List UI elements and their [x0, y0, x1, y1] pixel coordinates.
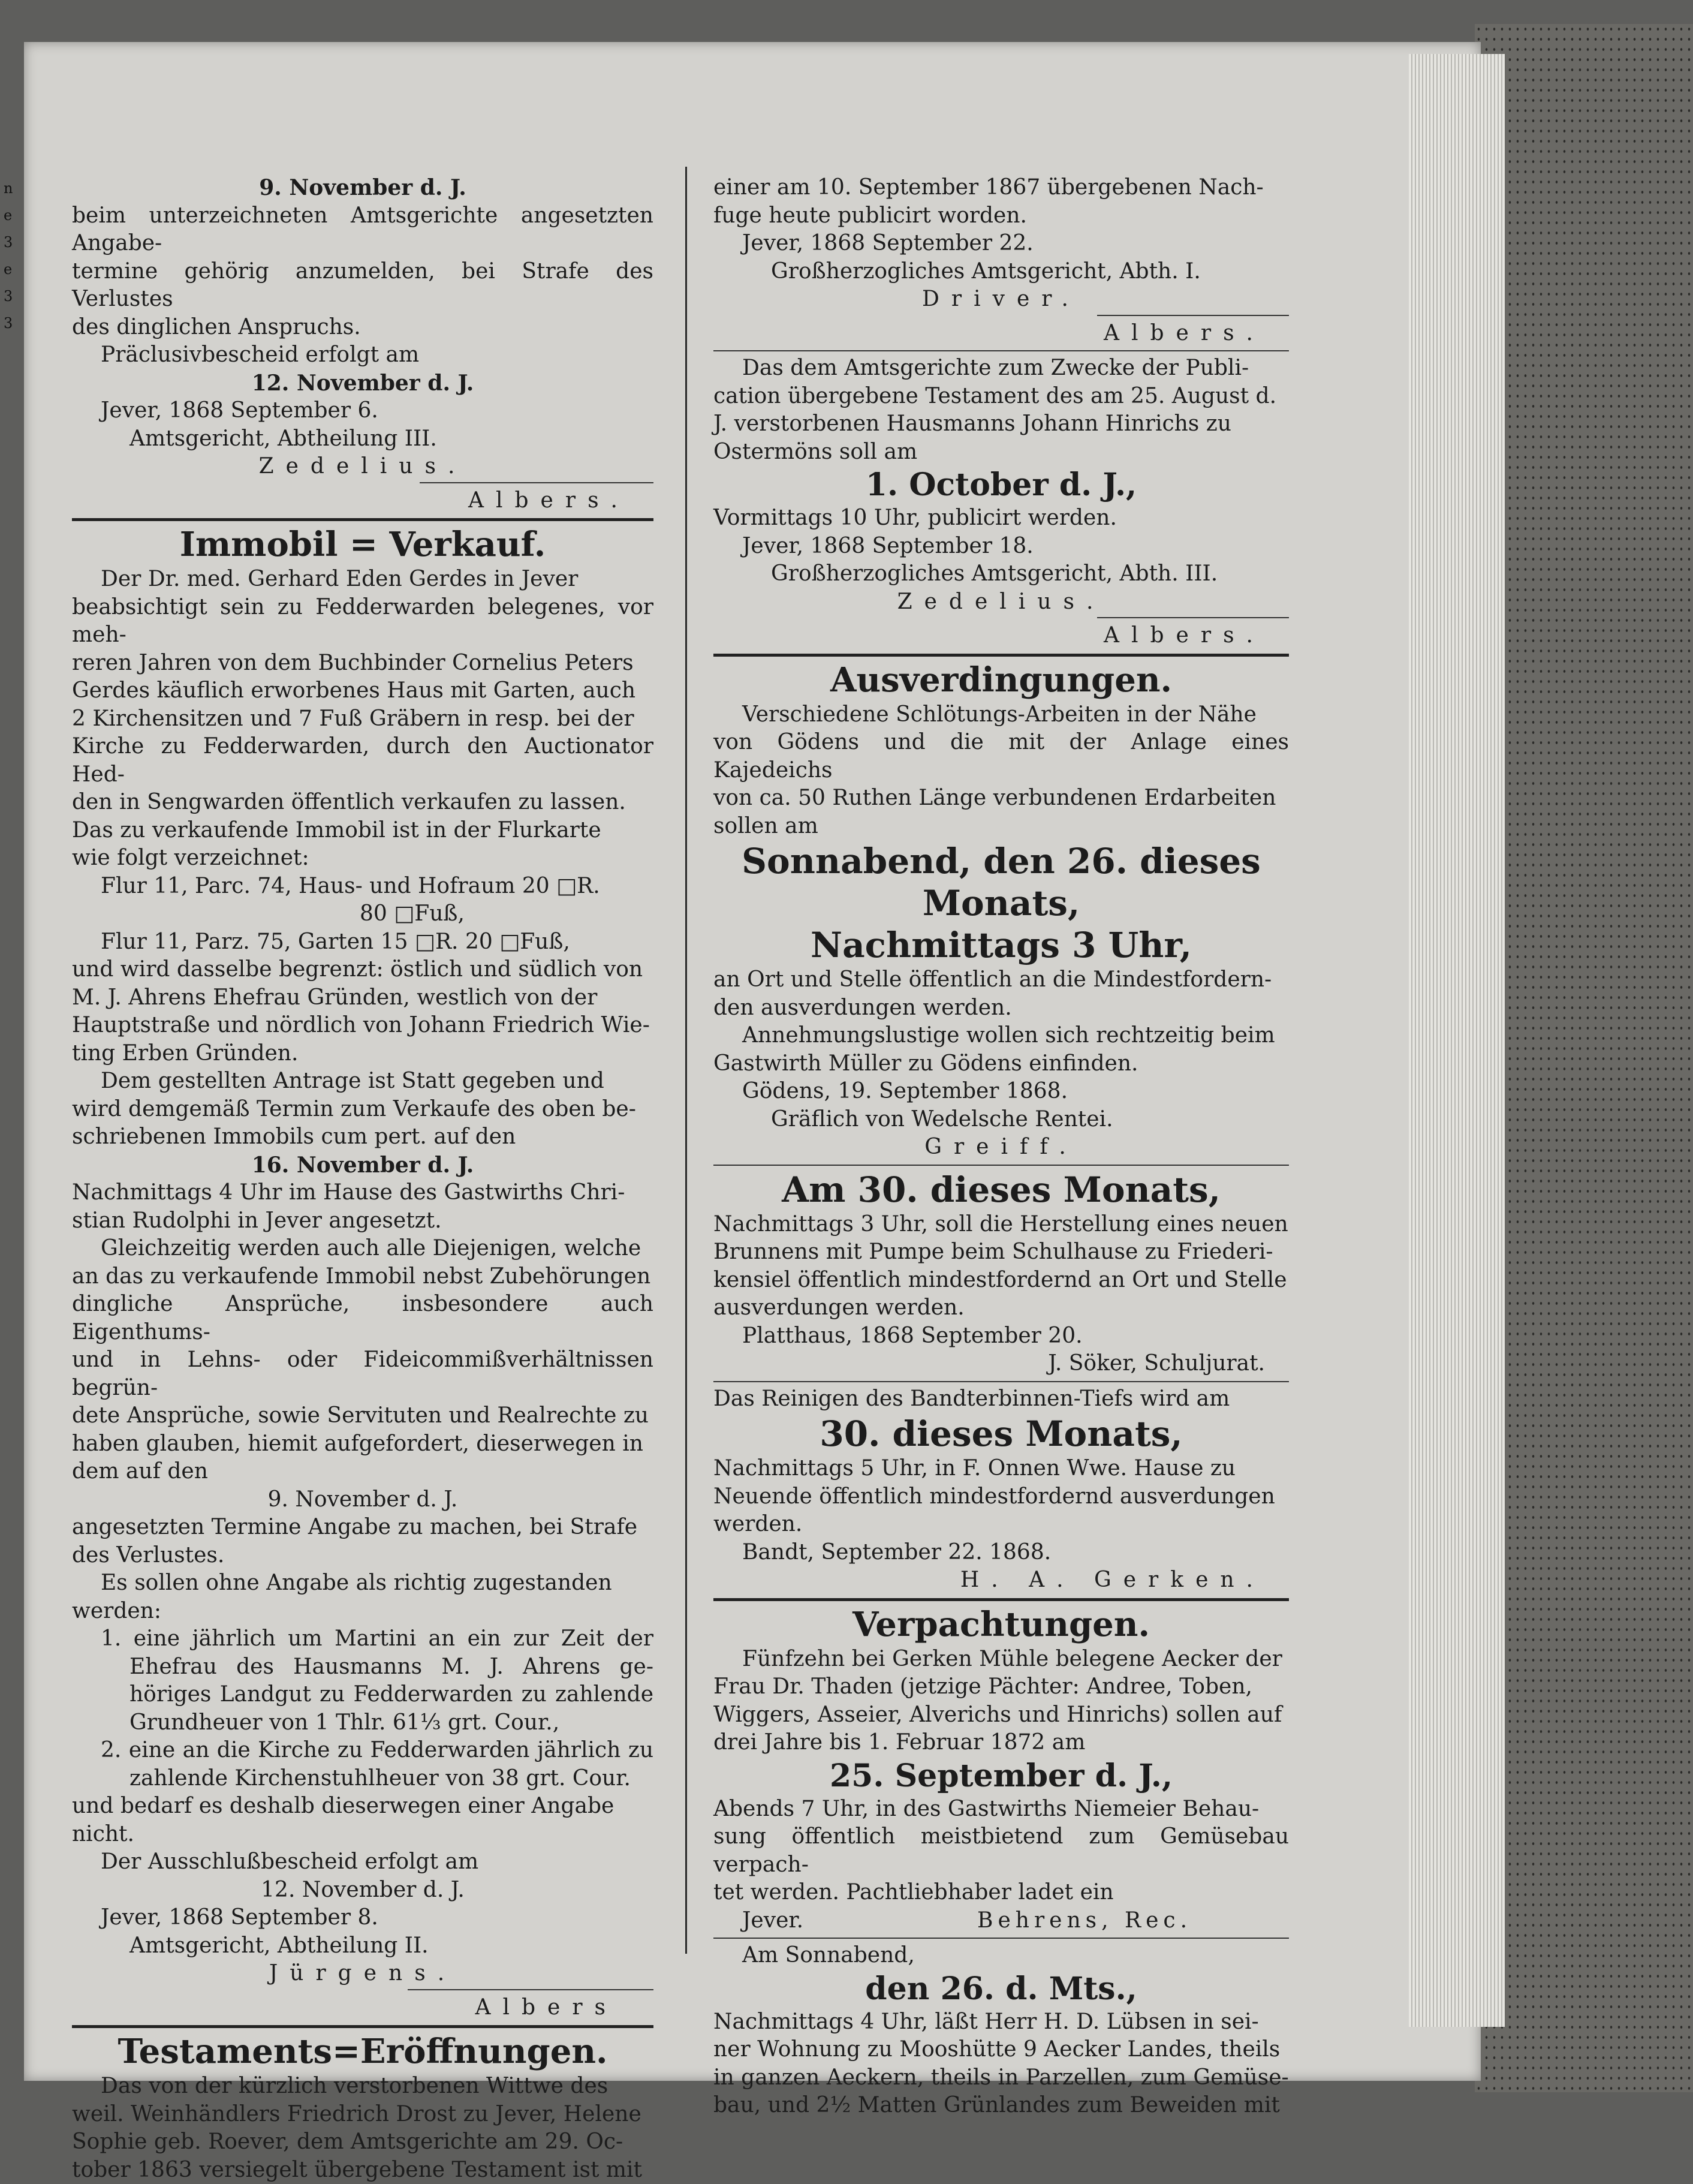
clerk-signature: Albers.	[72, 487, 653, 515]
text-line: Kirche zu Fedderwarden, durch den Auctionator Hed-	[72, 733, 653, 789]
signature-rule	[408, 1989, 653, 1990]
text-line: Das Reinigen des Bandterbinnen-Tiefs wird am	[713, 1385, 1289, 1413]
margin-fragment: e	[4, 261, 12, 278]
text-line: Vormittags 10 Uhr, publicirt werden.	[713, 504, 1289, 533]
text-line: haben glauben, hiemit aufgefordert, dieserwegen in	[72, 1430, 653, 1458]
text-line: Flur 11, Parc. 74, Haus- und Hofraum 20 □R.	[72, 873, 653, 901]
place-date: Jever, 1868 September 8.	[72, 1904, 653, 1932]
text-line: ausverdungen werden.	[713, 1294, 1289, 1322]
place-date: Bandt, September 22. 1868.	[713, 1539, 1289, 1567]
place-date: Jever, 1868 September 6.	[72, 397, 653, 425]
text-line: werden.	[713, 1511, 1289, 1539]
text-line: 80 □Fuß,	[72, 900, 653, 928]
text-line: Wiggers, Asseier, Alverichs und Hinrichs) sollen auf	[713, 1701, 1289, 1729]
text-line: dete Ansprüche, sowie Servituten und Realrechte zu	[72, 1402, 653, 1430]
text-line: in ganzen Aeckern, theils in Parzellen, zum Gemüse-	[713, 2064, 1289, 2092]
date-line: 25. September d. J.,	[713, 1757, 1289, 1795]
section-rule	[713, 654, 1289, 657]
text-line: von ca. 50 Ruthen Länge verbundenen Erdarbeiten	[713, 784, 1289, 813]
text-line: beabsichtigt sein zu Fedderwarden belegenes, vor meh-	[72, 594, 653, 649]
margin-fragment: 3	[4, 234, 13, 251]
binding-board	[1475, 24, 1693, 2092]
text-line: Das zu verkaufende Immobil ist in der Flurkarte	[72, 817, 653, 845]
text-line: ting Erben Gründen.	[72, 1040, 653, 1068]
text-line: Am Sonnabend,	[713, 1942, 1289, 1970]
place-date: Jever, 1868 September 22.	[713, 230, 1289, 258]
text-line: einer am 10. September 1867 übergebenen Nach-	[713, 174, 1289, 202]
date-line: 9. November d. J.	[72, 174, 653, 202]
margin-fragment: n	[4, 180, 13, 197]
signature-rule	[1097, 617, 1289, 618]
text-line: Das von der kürzlich verstorbenen Wittwe des	[72, 2072, 653, 2101]
text-line: Das dem Amtsgerichte zum Zwecke der Publi-	[713, 354, 1289, 383]
text-line: Es sollen ohne Angabe als richtig zugestanden	[72, 1569, 653, 1598]
text-line: Abends 7 Uhr, in des Gastwirths Niemeier Behau-	[713, 1795, 1289, 1824]
clerk-signature: Albers.	[713, 320, 1289, 348]
text-line: Dem gestellten Antrage ist Statt gegeben und	[72, 1067, 653, 1096]
text-line: sung öffentlich meistbietend zum Gemüsebau verpach-	[713, 1823, 1289, 1879]
text-line: drei Jahre bis 1. Februar 1872 am	[713, 1729, 1289, 1757]
right-column	[713, 174, 1289, 2120]
section-heading: Testaments=Eröffnungen.	[72, 2030, 653, 2072]
text-line: angesetzten Termine Angabe zu machen, bei Strafe	[72, 1514, 653, 1542]
signature: Greiff.	[713, 1133, 1289, 1162]
text-line: cation übergebene Testament des am 25. August d.	[713, 383, 1289, 411]
place-date: Gödens, 19. September 1868.	[713, 1078, 1289, 1106]
text-line: Gerdes käuflich erworbenes Haus mit Garten, auch	[72, 677, 653, 705]
text-line: beim unterzeichneten Amtsgerichte angesetzten Angabe-	[72, 202, 653, 258]
court-name: Amtsgericht, Abtheilung III.	[72, 425, 653, 453]
text-line: 2 Kirchensitzen und 7 Fuß Gräbern in resp. bei der	[72, 705, 653, 733]
text-line: des Verlustes.	[72, 1542, 653, 1570]
section-rule	[713, 1938, 1289, 1939]
text-line: und bedarf es deshalb dieserwegen einer Angabe nicht.	[72, 1792, 653, 1848]
text-line: wie folgt verzeichnet:	[72, 844, 653, 873]
text-line: Der Ausschlußbescheid erfolgt am	[72, 1848, 653, 1876]
column-divider	[685, 167, 687, 1954]
text-line: Brunnens mit Pumpe beim Schulhause zu Friederi-	[713, 1238, 1289, 1267]
text-line: Frau Dr. Thaden (jetzige Pächter: Andree, Toben,	[713, 1673, 1289, 1701]
text-line: den ausverdungen werden.	[713, 994, 1289, 1022]
text-line: dem auf den	[72, 1458, 653, 1486]
page-stack-edge	[1409, 54, 1505, 2027]
text-line: des dinglichen Anspruchs.	[72, 314, 653, 342]
text-line: J. verstorbenen Hausmanns Johann Hinrichs zu	[713, 410, 1289, 438]
text-line: wird demgemäß Termin zum Verkaufe des oben be-	[72, 1096, 653, 1124]
text-line: Präclusivbescheid erfolgt am	[72, 341, 653, 369]
text-line: M. J. Ahrens Ehefrau Gründen, westlich von der	[72, 984, 653, 1012]
place: Jever.	[713, 1908, 803, 1933]
margin-fragment: e	[4, 207, 12, 224]
court-name: Großherzogliches Amtsgericht, Abth. III.	[713, 560, 1289, 588]
judge-signature: Zedelius.	[72, 453, 653, 481]
text-line: Flur 11, Parz. 75, Garten 15 □R. 20 □Fuß,	[72, 928, 653, 956]
text-line: an Ort und Stelle öffentlich an die Mindestfordern-	[713, 966, 1289, 994]
text-line: dingliche Ansprüche, insbesondere auch Eigenthums-	[72, 1290, 653, 1346]
margin-fragment: 3	[4, 288, 13, 305]
section-heading: Ausverdingungen.	[713, 659, 1289, 701]
text-line: tober 1863 versiegelt übergebene Testament ist mit	[72, 2156, 653, 2184]
date-line: 1. October d. J.,	[713, 466, 1289, 504]
text-line: bau, und 2½ Matten Grünlandes zum Beweiden mit	[713, 2092, 1289, 2120]
signature-rule	[1097, 315, 1289, 316]
time-line: Nachmittags 3 Uhr,	[713, 924, 1289, 966]
text-line: von Gödens und die mit der Anlage eines Kajedeichs	[713, 729, 1289, 784]
signature: J. Söker, Schuljurat.	[713, 1350, 1289, 1378]
text-line: Verschiedene Schlötungs-Arbeiten in der Nähe	[713, 701, 1289, 729]
judge-signature: Jürgens.	[72, 1960, 653, 1988]
date-line: den 26. d. Mts.,	[713, 1970, 1289, 2008]
left-column	[72, 174, 653, 2184]
signature-rule	[420, 482, 653, 483]
court-name: Amtsgericht, Abtheilung II.	[72, 1932, 653, 1960]
section-rule	[713, 1598, 1289, 1601]
date-line: 12. November d. J.	[72, 369, 653, 398]
text-line: Neuende öffentlich mindestfordernd ausverdungen	[713, 1483, 1289, 1511]
court-name: Großherzogliches Amtsgericht, Abth. I.	[713, 258, 1289, 286]
date-line: 9. November d. J.	[72, 1486, 653, 1514]
text-line: werden:	[72, 1598, 653, 1626]
text-line: Sophie geb. Roever, dem Amtsgerichte am 29. Oc-	[72, 2128, 653, 2156]
text-line: Hauptstraße und nördlich von Johann Friedrich Wie-	[72, 1012, 653, 1040]
signature: Behrens, Rec.	[977, 1907, 1192, 1935]
text-line: reren Jahren von dem Buchbinder Cornelius Peters	[72, 649, 653, 678]
date-line: 30. dieses Monats,	[713, 1413, 1289, 1455]
section-rule	[72, 518, 653, 521]
text-line: schriebenen Immobils cum pert. auf den	[72, 1123, 653, 1151]
text-line: fuge heute publicirt worden.	[713, 202, 1289, 230]
date-line: Am 30. dieses Monats,	[713, 1169, 1289, 1211]
text-line: Nachmittags 4 Uhr im Hause des Gastwirths Chri-	[72, 1179, 653, 1207]
text-line: an das zu verkaufende Immobil nebst Zubehörungen	[72, 1263, 653, 1291]
sign-row	[713, 1907, 1289, 1935]
text-line: stian Rudolphi in Jever angesetzt.	[72, 1207, 653, 1235]
text-line: und wird dasselbe begrenzt: östlich und südlich von	[72, 956, 653, 984]
text-line: und in Lehns- oder Fideicommißverhältnissen begrün-	[72, 1346, 653, 1402]
section-rule	[713, 1165, 1289, 1166]
judge-signature: Driver.	[713, 285, 1289, 314]
text-line: tet werden. Pachtliebhaber ladet ein	[713, 1879, 1289, 1907]
text-line: sollen am	[713, 813, 1289, 841]
place-date: Platthaus, 1868 September 20.	[713, 1322, 1289, 1350]
clerk-signature: Albers	[72, 1994, 653, 2022]
date-line: Sonnabend, den 26. dieses Monats,	[713, 840, 1289, 924]
text-line: weil. Weinhändlers Friedrich Drost zu Jever, Helene	[72, 2101, 653, 2129]
text-line: kensiel öffentlich mindestfordernd an Ort und Stelle	[713, 1267, 1289, 1295]
text-line: Annehmungslustige wollen sich rechtzeitig beim	[713, 1022, 1289, 1050]
text-line: Nachmittags 5 Uhr, in F. Onnen Wwe. Hause zu	[713, 1455, 1289, 1483]
text-line: Nachmittags 4 Uhr, läßt Herr H. D. Lübsen in sei-	[713, 2008, 1289, 2036]
text-line: den in Sengwarden öffentlich verkaufen zu lassen.	[72, 789, 653, 817]
office-name: Gräflich von Wedelsche Rentei.	[713, 1106, 1289, 1134]
text-line: termine gehörig anzumelden, bei Strafe des Verlustes	[72, 258, 653, 314]
clerk-signature: Albers.	[713, 622, 1289, 650]
text-line: ner Wohnung zu Mooshütte 9 Aecker Landes, theils	[713, 2036, 1289, 2064]
section-rule	[72, 2025, 653, 2028]
text-line: Gleichzeitig werden auch alle Diejenigen, welche	[72, 1235, 653, 1263]
date-line: 16. November d. J.	[72, 1151, 653, 1180]
section-rule	[713, 350, 1289, 351]
date-line: 12. November d. J.	[72, 1876, 653, 1905]
section-heading: Verpachtungen.	[713, 1604, 1289, 1645]
list-item: 2. eine an die Kirche zu Fedderwarden jährlich zu zahlende Kirchenstuhlheuer von 38 grt. Cour.	[72, 1737, 653, 1792]
place-date: Jever, 1868 September 18.	[713, 533, 1289, 561]
section-heading: Immobil = Verkauf.	[72, 524, 653, 565]
signature: H. A. Gerken.	[713, 1566, 1289, 1595]
text-line: Der Dr. med. Gerhard Eden Gerdes in Jever	[72, 565, 653, 594]
list-item: 1. eine jährlich um Martini an ein zur Zeit der Ehefrau des Hausmanns M. J. Ahrens ge- höriges Landgut zu Fedderwarden zu zahlende Grundheuer von 1 Thlr. 61⅓ grt. Cour.,	[72, 1625, 653, 1737]
text-line: Fünfzehn bei Gerken Mühle belegene Aecker der	[713, 1645, 1289, 1674]
text-line: Nachmittags 3 Uhr, soll die Herstellung eines neuen	[713, 1211, 1289, 1239]
text-line: Gastwirth Müller zu Gödens einfinden.	[713, 1050, 1289, 1078]
section-rule	[713, 1381, 1289, 1382]
judge-signature: Zedelius.	[713, 588, 1289, 616]
margin-fragment: 3	[4, 315, 13, 332]
text-line: Ostermöns soll am	[713, 438, 1289, 467]
